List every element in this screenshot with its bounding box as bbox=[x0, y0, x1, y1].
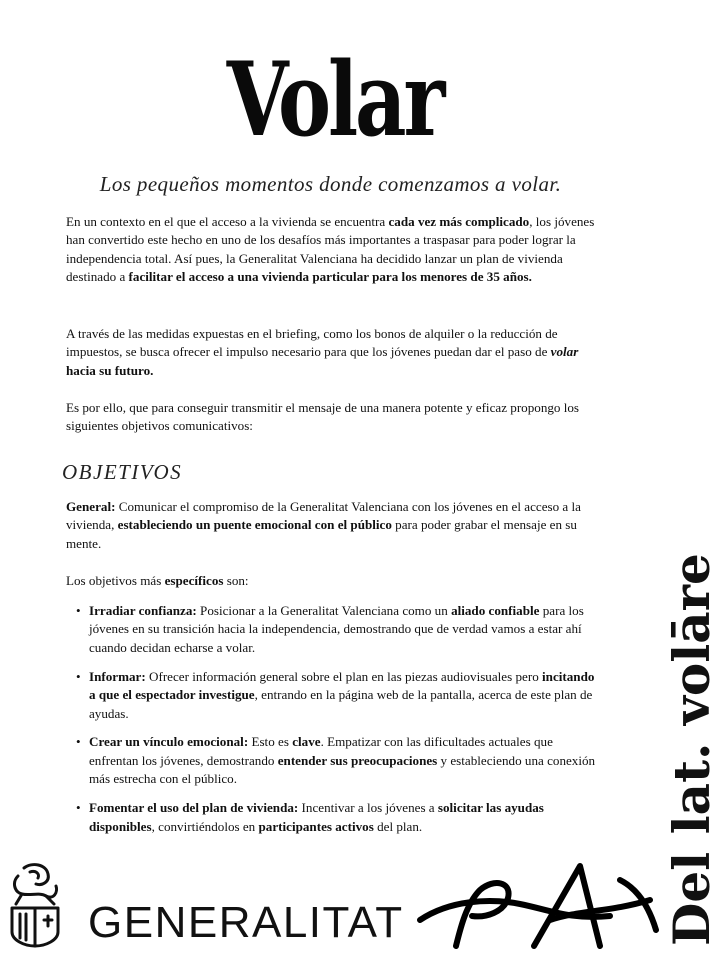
bold-run: clave bbox=[292, 734, 321, 750]
objective-label: Irradiar confianza: bbox=[89, 603, 197, 618]
italic-run: volar bbox=[550, 344, 579, 360]
bold-run: aliado confiable bbox=[451, 603, 540, 618]
text-run: , entrando en la página web de la pantalla, acerca de este plan de ayudas. bbox=[89, 687, 593, 721]
bold-run: participantes activos bbox=[258, 818, 374, 834]
page-title: Volar bbox=[226, 40, 443, 160]
text-run: Comunicar el compromiso de la Generalitat Valenciana con los jóvenes en el acceso a la vivienda, bbox=[66, 499, 581, 533]
bold-run: estableciendo un puente emocional con el público bbox=[117, 517, 392, 533]
bold-run: solicitar las ayudas disponibles bbox=[89, 800, 544, 834]
list-item bbox=[66, 733, 602, 788]
intro-paragraph-1 bbox=[66, 213, 606, 287]
bold-run: específicos bbox=[164, 573, 224, 588]
signature-icon bbox=[410, 860, 660, 946]
bullet-icon: • bbox=[76, 668, 81, 684]
generalitat-coat-of-arms-icon bbox=[6, 862, 64, 946]
text-run: Los objetivos más bbox=[66, 573, 165, 588]
text-run: Ofrecer información general sobre el plan en las piezas audiovisuales pero bbox=[145, 668, 543, 684]
text-run: del plan. bbox=[373, 818, 423, 834]
bold-run: hacia su futuro. bbox=[66, 362, 154, 378]
bold-run: cada vez más complicado bbox=[388, 214, 530, 229]
generalitat-wordmark: GENERALITAT bbox=[88, 898, 404, 947]
bold-run: incitando a que el espectador investigue bbox=[89, 668, 595, 703]
text-run: A través de las medidas expuestas en el briefing, como los bonos de alquiler o la reducción de impuestos, se busca ofrecer el impulso necesario para que los jóvenes puedan dar el paso de bbox=[66, 326, 558, 360]
text-run: . Empatizar con las dificultades actuales que enfrentan los jóvenes, demostrando bbox=[89, 734, 553, 768]
objectives-list bbox=[66, 602, 602, 846]
text-run: Incentivar a los jóvenes a bbox=[298, 800, 438, 816]
text-run: Esto es bbox=[248, 734, 293, 750]
bullet-icon: • bbox=[76, 734, 81, 750]
text-run: para poder grabar el mensaje en su mente. bbox=[66, 517, 577, 551]
general-label: General: bbox=[66, 499, 116, 514]
general-objective bbox=[66, 498, 606, 553]
list-item bbox=[66, 668, 602, 723]
objective-label: Fomentar el uso del plan de vivienda: bbox=[89, 800, 299, 816]
side-etymology-text: Del lat. volāre bbox=[662, 553, 721, 946]
text-run: y estableciendo una conexión más estrecha con el público. bbox=[89, 752, 596, 787]
objectives-heading: OBJETIVOS bbox=[62, 460, 183, 484]
specific-objectives-intro bbox=[66, 572, 606, 590]
bullet-icon: • bbox=[76, 603, 81, 618]
text-run: , convirtiéndolos en bbox=[151, 818, 259, 834]
text-run: , los jóvenes han convertido este hecho en uno de los desafíos más importantes a traspasar para poder lograr la independencia total. Así pues, la Generalitat Valenciana ha decidido lanzar un plan de vivienda destinado a bbox=[66, 214, 595, 285]
bold-run: facilitar el acceso a una vivienda particular para los menores de 35 años. bbox=[128, 269, 532, 285]
intro-paragraph-3: Es por ello, que para conseguir transmitir el mensaje de una manera potente y eficaz propongo los siguientes objetivos comunicativos: bbox=[66, 400, 580, 434]
bold-run: entender sus preocupaciones bbox=[277, 752, 438, 768]
text-run: para los jóvenes en su transición hacia la independencia, demostrando que de verdad vamos a estar ahí cuando decidan echarse a volar. bbox=[89, 603, 584, 655]
bullet-icon: • bbox=[76, 800, 81, 816]
text-run: Posicionar a la Generalitat Valenciana como un bbox=[196, 603, 452, 618]
text-run: son: bbox=[223, 573, 249, 588]
intro-paragraph-2 bbox=[66, 325, 606, 380]
text-run: En un contexto en el que el acceso a la vivienda se encuentra bbox=[66, 214, 389, 229]
objective-label: Crear un vínculo emocional: bbox=[89, 734, 249, 750]
list-item bbox=[66, 799, 602, 836]
objective-label: Informar: bbox=[89, 668, 146, 684]
list-item bbox=[66, 602, 602, 657]
page-subtitle: Los pequeños momentos donde comenzamos a volar. bbox=[99, 172, 562, 196]
